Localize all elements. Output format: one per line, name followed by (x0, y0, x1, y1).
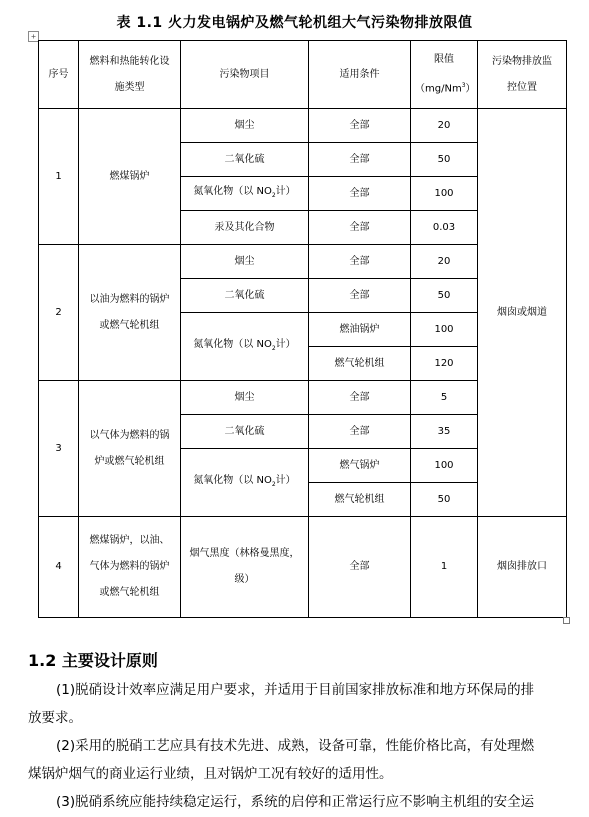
cell-monitor: 烟囱排放口 (478, 517, 567, 618)
cell-condition: 燃气锅炉 (309, 449, 411, 483)
paragraph-line: (2)采用的脱硝工艺应具有技术先进、成熟，设备可靠，性能价格比高，有处理燃 (56, 738, 535, 754)
cell-condition: 全部 (309, 415, 411, 449)
pollutant-subscript: 2 (271, 191, 276, 199)
cell-seq: 3 (39, 381, 79, 517)
cell-condition: 全部 (309, 109, 411, 143)
cell-limit: 120 (411, 347, 478, 381)
pollutant-text: 计） (275, 185, 296, 197)
cell-limit: 20 (411, 109, 478, 143)
cell-pollutant: 汞及其化合物 (181, 211, 309, 245)
cell-pollutant: 烟尘 (181, 109, 309, 143)
cell-limit: 100 (411, 313, 478, 347)
cell-type: 燃煤锅炉 (79, 109, 181, 245)
cell-seq: 2 (39, 245, 79, 381)
cell-limit: 1 (411, 517, 478, 618)
cell-limit: 5 (411, 381, 478, 415)
cell-condition: 全部 (309, 211, 411, 245)
header-limit-line: 限值 (434, 53, 454, 65)
paragraph (28, 676, 584, 732)
cell-pollutant (181, 449, 309, 517)
pollutant-text: 氮氧化物（以 NO (193, 185, 272, 197)
cell-condition: 全部 (309, 143, 411, 177)
cell-type-line: 炉或燃气轮机组 (94, 455, 165, 467)
unit-text: ） (465, 83, 476, 95)
cell-pollutant: 二氧化硫 (181, 143, 309, 177)
header-pollutant: 污染物项目 (181, 41, 309, 109)
cell-limit: 50 (411, 483, 478, 517)
cell-type-line: 燃煤锅炉，以油、 (89, 535, 170, 546)
cell-type (79, 381, 181, 517)
cell-type (79, 517, 181, 618)
cell-type-line: 以气体为燃料的锅 (89, 429, 170, 441)
table-resize-handle-icon[interactable] (563, 617, 570, 624)
cell-pollutant (181, 313, 309, 381)
cell-pollutant (181, 177, 309, 211)
table-header-row (39, 41, 567, 109)
pollutant-text: 计） (275, 338, 296, 350)
cell-type-line: 气体为燃料的锅炉 (89, 561, 170, 572)
unit-superscript: 3 (461, 81, 466, 89)
cell-type-line: 以油为燃料的锅炉 (89, 293, 170, 305)
cell-limit: 100 (411, 177, 478, 211)
header-limit (411, 41, 478, 109)
cell-limit: 0.03 (411, 211, 478, 245)
cell-type-line: 或燃气轮机组 (99, 587, 160, 598)
table-row (39, 517, 567, 618)
pollutant-subscript: 2 (271, 344, 276, 352)
cell-pollutant: 烟尘 (181, 245, 309, 279)
table-move-handle-icon[interactable]: + (28, 31, 39, 42)
cell-pollutant (181, 517, 309, 618)
pollutant-text: 氮氧化物（以 NO (193, 474, 272, 486)
cell-condition: 全部 (309, 517, 411, 618)
pollutant-line: 烟气黑度（林格曼黑度， (189, 548, 300, 559)
cell-type-line: 或燃气轮机组 (99, 319, 160, 331)
paragraph (28, 788, 584, 816)
header-monitor (478, 41, 567, 109)
cell-condition: 燃气轮机组 (309, 347, 411, 381)
paragraph-line: 放要求。 (28, 710, 82, 726)
header-type (79, 41, 181, 109)
cell-limit: 50 (411, 143, 478, 177)
pollutant-text: 氮氧化物（以 NO (193, 338, 272, 350)
cell-limit: 50 (411, 279, 478, 313)
cell-pollutant: 烟尘 (181, 381, 309, 415)
cell-condition: 全部 (309, 279, 411, 313)
emission-limits-table (38, 40, 567, 618)
cell-pollutant: 二氧化硫 (181, 279, 309, 313)
paragraph-line: (1)脱硝设计效率应满足用户要求，并适用于目前国家排放标准和地方环保局的排 (56, 682, 535, 698)
cell-pollutant: 二氧化硫 (181, 415, 309, 449)
cell-limit: 35 (411, 415, 478, 449)
cell-limit: 20 (411, 245, 478, 279)
paragraph-line: (3)脱硝系统应能持续稳定运行，系统的启停和正常运行应不影响主机组的安全运 (56, 794, 535, 810)
cell-condition: 全部 (309, 177, 411, 211)
cell-condition: 燃油锅炉 (309, 313, 411, 347)
cell-condition: 全部 (309, 381, 411, 415)
header-limit-unit (415, 73, 476, 102)
table-row (39, 109, 567, 143)
header-type-line: 燃料和热能转化设 (89, 55, 170, 67)
table-title: 表 1.1 火力发电锅炉及燃气轮机组大气污染物排放限值 (116, 15, 473, 31)
cell-condition: 燃气轮机组 (309, 483, 411, 517)
pollutant-subscript: 2 (271, 480, 276, 488)
pollutant-line: 级） (234, 574, 255, 585)
cell-type (79, 245, 181, 381)
header-type-line: 施类型 (114, 81, 145, 93)
header-monitor-line: 污染物排放监 (492, 55, 552, 67)
section-heading: 1.2 主要设计原则 (28, 651, 158, 670)
paragraph-line: 煤锅炉烟气的商业运行业绩，且对锅炉工况有较好的适用性。 (28, 766, 393, 782)
cell-seq: 4 (39, 517, 79, 618)
header-condition: 适用条件 (309, 41, 411, 109)
paragraph (28, 732, 584, 788)
cell-seq: 1 (39, 109, 79, 245)
cell-limit: 100 (411, 449, 478, 483)
pollutant-text: 计） (275, 474, 296, 486)
unit-text: （mg/Nm (415, 83, 462, 95)
header-monitor-line: 控位置 (507, 81, 537, 93)
cell-monitor: 烟囱或烟道 (478, 109, 567, 517)
header-seq: 序号 (39, 41, 79, 109)
cell-condition: 全部 (309, 245, 411, 279)
